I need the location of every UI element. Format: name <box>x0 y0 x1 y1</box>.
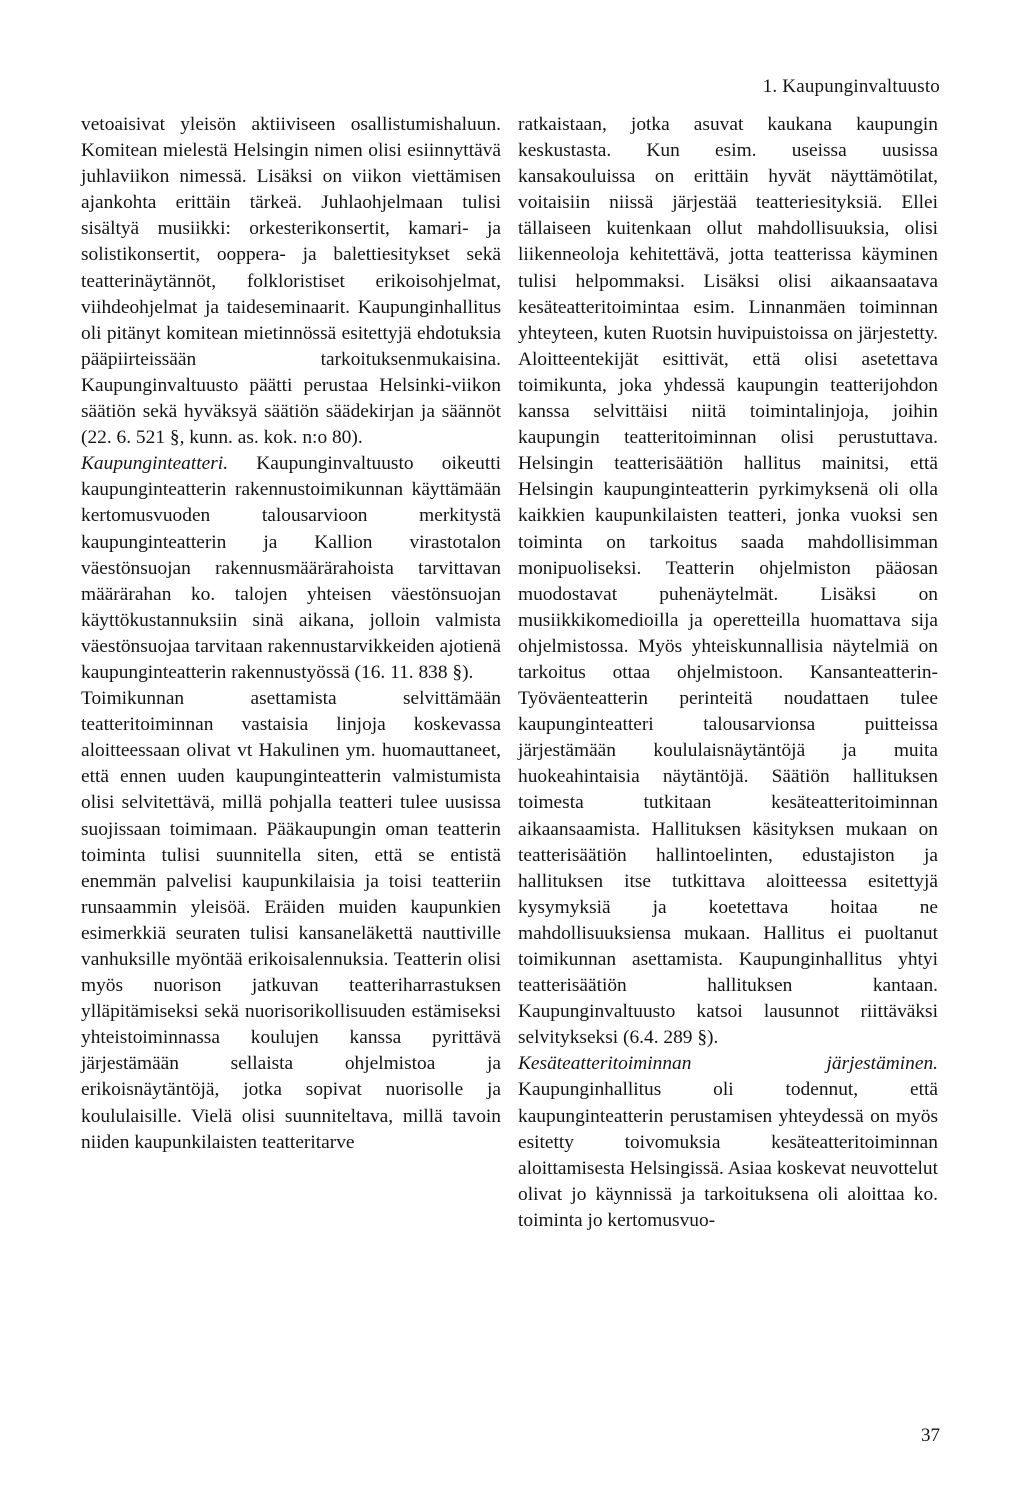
paragraph: Toimikunnan asettamista selvittämään teatteritoiminnan vastaisia linjoja koskevassa aloitteessaan olivat vt Hakulinen ym. huomauttaneet, että ennen uuden kaupunginteatterin valmistumista olisi selvitettävä, millä pohjalla teatteri tulee uusissa suojissaan toimimaan. Pääkaupungin oman teatterin toiminta tulisi suunnitella siten, että se entistä enemmän palvelisi kaupunkilaisia ja toisi teatteriin runsaammin yleisöä. Eräiden muiden kaupunkien esimerkkiä seuraten tulisi kansaneläkettä nauttiville vanhuksille myöntää erikoisalennuksia. Teatterin olisi myös nuorison jatkuvan teatteriharrastuksen ylläpitämiseksi sekä nuorisorikollisuuden estämiseksi yhteistoiminnassa koulujen kanssa pyrittävä järjestämään sellaista ohjelmistoa ja erikoisnäytäntöjä, jotka sopivat nuorisolle ja koululaisille. Vielä olisi suunniteltava, millä tavoin niiden kaupunkilaisten teatteritarve <box>81 688 501 1153</box>
running-head: 1. Kaupunginvaltuusto <box>762 76 940 97</box>
section-lead: Kesäteatteritoiminnan järjestäminen. <box>518 1053 938 1075</box>
text-column-left <box>81 112 501 1156</box>
paragraph-text: Kaupunginhallitus oli todennut, että kaupunginteatterin perustamisen yhteydessä on myös esitetty toivomuksia kesäteatteritoiminnan aloittamisesta Helsingissä. Asiaa koskevat neuvottelut olivat jo käynnissä ja tarkoituksena oli aloittaa ko. toiminta jo kertomusvuo- <box>518 1079 938 1231</box>
paragraph <box>518 1051 938 1234</box>
paragraph: vetoaisivat yleisön aktiiviseen osallistumishaluun. Komitean mielestä Helsingin nimen olisi esiinnyttävä juhlaviikon nimessä. Lisäksi on viikon viettämisen ajankohta erittäin tärkeä. Juhlaohjelmaan tulisi sisältyä musiikki: orkesterikonsertit, kamari- ja solistikonsertit, ooppera- ja balettiesitykset sekä teatterinäytännöt, folkloristiset erikoisohjelmat, viihdeohjelmat ja taideseminaarit. Kaupunginhallitus oli pitänyt komitean mietinnössä esitettyjä ehdotuksia pääpiirteissään tarkoituksenmukaisina. Kaupunginvaltuusto päätti perustaa Helsinki-viikon säätiön sekä hyväksyä säätiön säädekirjan ja säännöt (22. 6. 521 §, kunn. as. kok. n:o 80). <box>81 114 501 449</box>
page-number: 37 <box>921 1425 940 1446</box>
text-column-right <box>518 112 938 1234</box>
section-lead: Kaupunginteatteri. <box>81 453 229 475</box>
paragraph <box>81 451 501 686</box>
paragraph-text: Kaupunginvaltuusto oikeutti kaupunginteatterin rakennustoimikunnan käyttämään kertomusvuoden talousarvioon merkitystä kaupunginteatterin ja Kallion virastotalon väestönsuojan rakennusmäärärahoista tarvittavan määrärahan ko. talojen yhteisen väestönsuojan käyttökustannuksiin sinä aikana, jolloin valmista väestönsuojaa tarvitaan rakennustarvikkeiden ajotienä kaupunginteatterin rakennustyössä (16. 11. 838 §). <box>81 453 501 683</box>
paragraph: ratkaistaan, jotka asuvat kaukana kaupungin keskustasta. Kun esim. useissa uusissa kansakouluissa on erittäin hyvät näyttämötilat, voitaisiin niissä järjestää teatteriesityksiä. Ellei tällaiseen kuitenkaan ollut mahdollisuuksia, olisi liikenneoloja kehitettävä, jotta teatterissa käyminen tulisi helpommaksi. Lisäksi olisi aikaansaatava kesäteatteritoimintaa esim. Linnanmäen toiminnan yhteyteen, kuten Ruotsin huvipuistoissa on järjestetty. Aloitteentekijät esittivät, että olisi asetettava toimikunta, joka yhdessä kaupungin teatterijohdon kanssa selvittäisi niitä toimintalinjoja, joihin kaupungin teatteritoiminnan olisi perustuttava. Helsingin teatterisäätiön hallitus mainitsi, että Helsingin kaupunginteatterin pyrkimyksenä oli olla kaikkien kaupunkilaisten teatteri, jonka vuoksi sen toiminta on tarkoitus saada mahdollisimman monipuoliseksi. Teatterin ohjelmiston pääosan muodostavat puhenäytelmät. Lisäksi on musiikkikomedioilla ja operetteilla huomattava sija ohjelmistossa. Myös yhteiskunnallisia näytelmiä on tarkoitus ottaa ohjelmistoon. Kansanteatterin-Työväenteatterin perinteitä noudattaen tulee kaupunginteatteri talousarvionsa puitteissa järjestämään koululaisnäytäntöjä ja muita huokeahintaisia näytäntöjä. Säätiön hallituksen toimesta tutkitaan kesäteatteritoiminnan aikaansaamista. Hallituksen käsityksen mukaan on teatterisäätiön hallintoelinten, edustajiston ja hallituksen itse tutkittava aloitteessa esitettyjä kysymyksiä ja koetettava hoitaa ne mahdollisuuksiensa mukaan. Hallitus ei puoltanut toimikunnan asettamista. Kaupunginhallitus yhtyi teatterisäätiön hallituksen kantaan. Kaupunginvaltuusto katsoi lausunnot riittäväksi selvitykseksi (6.4. 289 §). <box>518 114 938 1049</box>
